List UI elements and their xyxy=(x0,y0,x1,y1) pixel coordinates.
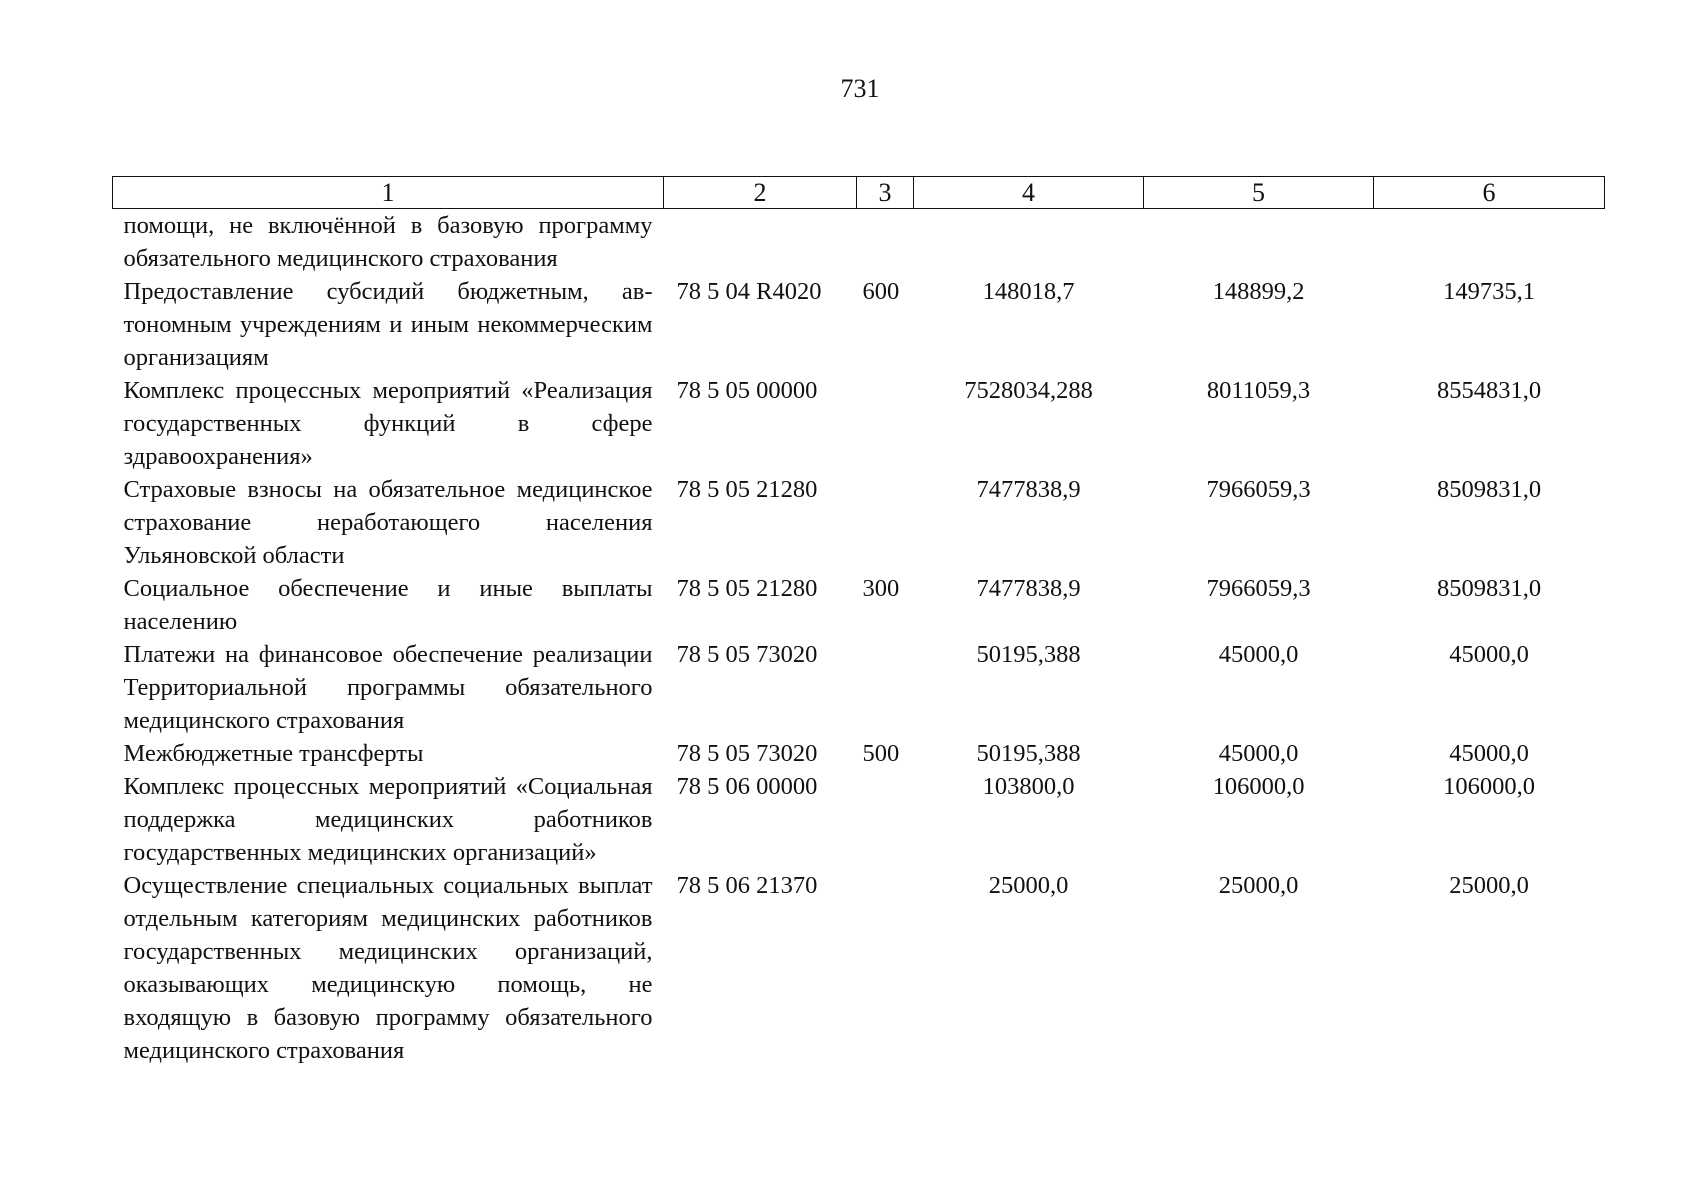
cell-amount-col6: 45000,0 xyxy=(1449,641,1529,668)
cell-amount-col5 xyxy=(1144,209,1374,276)
cell-amount-col6: 149735,1 xyxy=(1443,278,1535,305)
cell-code: 78 5 05 73020 xyxy=(676,740,818,767)
cell-name: Межбюджетные трансферты xyxy=(123,740,424,767)
cell-code xyxy=(664,209,857,276)
column-header-6: 6 xyxy=(1374,177,1605,209)
column-header-3: 3 xyxy=(857,177,914,209)
page-number: 731 xyxy=(840,74,880,103)
header-row xyxy=(113,177,1605,209)
cell-name: помощи, не включённой в базовую программу обязательного медицинского страхования xyxy=(123,212,653,272)
cell-expense-type: 500 xyxy=(862,740,900,767)
table-row xyxy=(113,737,1605,770)
cell-amount-col6: 8509831,0 xyxy=(1436,575,1542,602)
cell-name: Социальное обеспечение и иные выплаты населению xyxy=(123,575,653,635)
table-row xyxy=(113,209,1605,276)
cell-amount-col4: 7477838,9 xyxy=(976,575,1081,602)
table-header xyxy=(113,177,1605,209)
table-row xyxy=(113,572,1605,638)
cell-expense-type xyxy=(857,473,914,572)
cell-amount-col5: 45000,0 xyxy=(1218,641,1299,668)
table-row xyxy=(113,869,1605,1067)
column-header-4: 4 xyxy=(914,177,1144,209)
cell-amount-col4: 103800,0 xyxy=(982,773,1075,800)
cell-amount-col4 xyxy=(914,209,1144,276)
cell-amount-col6: 45000,0 xyxy=(1449,740,1529,767)
cell-expense-type xyxy=(857,869,914,1067)
cell-amount-col6: 8509831,0 xyxy=(1436,476,1542,503)
cell-amount-col4: 7477838,9 xyxy=(976,476,1081,503)
table-body xyxy=(113,209,1605,1068)
column-header-2: 2 xyxy=(664,177,857,209)
cell-name: Осуществление специальных социальных выплат отдельным категориям медицинских работников государственных медицинских организаций, оказывающих медицинскую помощь, не входящую в базовую программу обязательного медицинского страхования xyxy=(123,872,653,1064)
cell-expense-type xyxy=(857,374,914,473)
cell-amount-col5: 106000,0 xyxy=(1212,773,1305,800)
cell-expense-type: 300 xyxy=(862,575,900,602)
cell-expense-type xyxy=(857,770,914,869)
cell-code: 78 5 06 00000 xyxy=(676,773,818,800)
cell-amount-col4: 7528034,288 xyxy=(964,377,1093,404)
column-header-5: 5 xyxy=(1144,177,1374,209)
cell-amount-col6: 106000,0 xyxy=(1443,773,1535,800)
table-row xyxy=(113,638,1605,737)
cell-expense-type: 600 xyxy=(862,278,900,305)
cell-amount-col6 xyxy=(1374,209,1605,276)
cell-amount-col4: 50195,388 xyxy=(976,641,1081,668)
budget-table xyxy=(112,176,1605,1067)
cell-name: Страховые взносы на обязательное медицинское страхование неработающего населения Ульяновской области xyxy=(123,476,653,569)
cell-amount-col5: 148899,2 xyxy=(1212,278,1305,305)
cell-code: 78 5 06 21370 xyxy=(676,872,818,899)
cell-amount-col5: 7966059,3 xyxy=(1206,575,1311,602)
cell-code: 78 5 05 21280 xyxy=(676,575,818,602)
table-row xyxy=(113,275,1605,374)
cell-code: 78 5 05 73020 xyxy=(676,641,818,668)
cell-amount-col5: 7966059,3 xyxy=(1206,476,1311,503)
cell-amount-col4: 148018,7 xyxy=(982,278,1075,305)
cell-expense-type xyxy=(857,209,914,276)
cell-name: Предоставление субсидий бюджетным, автономным учреждениям и иным некоммерческим организациям xyxy=(123,278,653,371)
cell-amount-col5: 45000,0 xyxy=(1218,740,1299,767)
cell-amount-col5: 25000,0 xyxy=(1218,872,1299,899)
cell-code: 78 5 04 R4020 xyxy=(676,278,822,305)
cell-code: 78 5 05 00000 xyxy=(676,377,818,404)
table-row xyxy=(113,770,1605,869)
cell-code: 78 5 05 21280 xyxy=(676,476,818,503)
table-row xyxy=(113,473,1605,572)
cell-name: Комплекс процессных мероприятий «Реализация государственных функций в сфере здравоохранения» xyxy=(123,377,653,470)
cell-amount-col4: 25000,0 xyxy=(988,872,1069,899)
cell-name: Платежи на финансовое обеспечение реализации Территориальной программы обязательного медицинского страхования xyxy=(123,641,653,734)
cell-amount-col6: 8554831,0 xyxy=(1436,377,1542,404)
table-row xyxy=(113,374,1605,473)
cell-amount-col4: 50195,388 xyxy=(976,740,1081,767)
cell-amount-col5: 8011059,3 xyxy=(1206,377,1311,404)
column-header-1: 1 xyxy=(113,177,664,209)
cell-expense-type xyxy=(857,638,914,737)
cell-amount-col6: 25000,0 xyxy=(1449,872,1529,899)
cell-name: Комплекс процессных мероприятий «Социальная поддержка медицинских работников государственных медицинских организаций» xyxy=(123,773,653,866)
